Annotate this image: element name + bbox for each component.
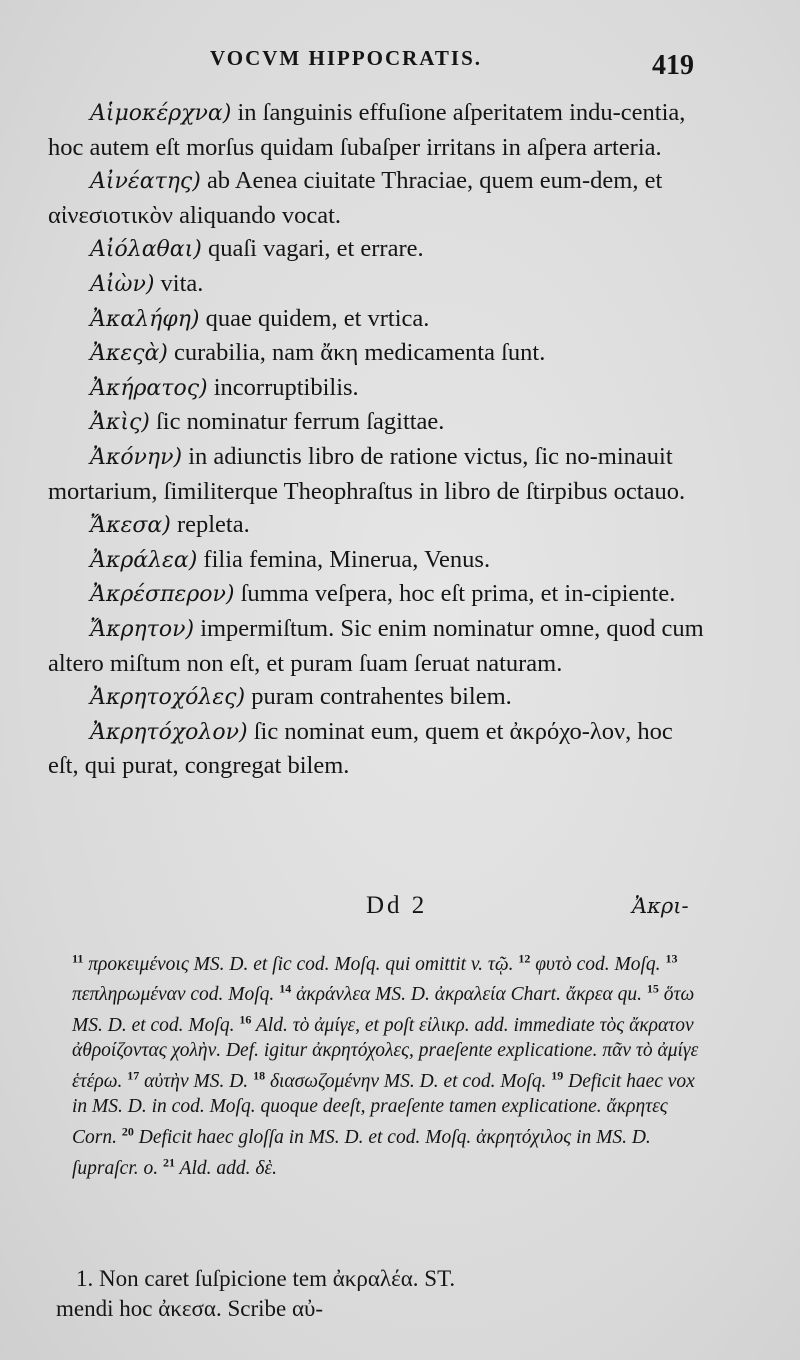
printer-signature: Dd 2 [366, 892, 428, 919]
glossary-entry [48, 371, 708, 406]
entry-lemma: Αἰὼν) [90, 271, 155, 297]
footnote [72, 1124, 651, 1180]
footnote-number: 17 [127, 1068, 140, 1083]
entry-lemma: Ἀκρητοχόλες) [90, 685, 246, 711]
footnote-number: 13 [665, 951, 678, 965]
glossary-body [48, 96, 708, 783]
entry-text: curabilia, nam ἄκη medicamenta ſunt. [167, 339, 546, 367]
footnote-text: ὅτω MS. D. et cod. Moſq. [72, 984, 695, 1037]
footnote-text: φυτὸ cod. Moſq. [535, 953, 661, 975]
glossary-entry [48, 96, 708, 164]
entry-text: ab Aenea ciuitate Thraciae, quem eum-dem, et αἰνεσιοτικὸν aliquando vocat. [48, 167, 663, 229]
glossary-entry [48, 336, 708, 371]
footnote-text: ἀκράνλεα MS. D. ἀκραλεία Chart. ἄκρεα qu. [296, 984, 642, 1006]
footnote-text: Ald. add. δὲ. [179, 1158, 277, 1180]
glossary-entry [48, 440, 708, 508]
glossary-entry [48, 267, 708, 302]
glossary-entry [48, 543, 708, 578]
footnotes [72, 946, 712, 1181]
glossary-entry [48, 508, 708, 543]
glossary-entry [48, 577, 708, 612]
entry-lemma: Ἀκαλήφη) [90, 306, 200, 332]
footnote-text: προκειμένοις MS. D. et ſic cod. Moſq. qui omittit v. τῷ. [88, 953, 514, 975]
footnote-number: 20 [121, 1124, 134, 1139]
footnote-number: 14 [279, 981, 292, 996]
footnote [279, 981, 642, 1006]
footnote [127, 1068, 249, 1093]
catchword: Ἀκρι- [632, 894, 689, 918]
footnote-number: 21 [163, 1155, 176, 1170]
entry-text: filia femina, Minerua, Venus. [197, 545, 491, 573]
entry-text: in adiunctis libro de ratione victus, ſic no-minauit mortarium, ſimiliterque Theophraſtus in libro de ſtirpibus octauo. [48, 442, 686, 505]
entry-lemma: Αἰνέατης) [90, 169, 201, 195]
entry-text: puram contrahentes bilem. [245, 683, 512, 711]
entry-lemma: Ἄκεσα) [90, 513, 171, 539]
entry-lemma: Ἀκεςὰ) [90, 341, 168, 367]
entry-lemma: Ἀκρητόχολον) [90, 719, 248, 745]
entry-text: impermiſtum. Sic enim nominatur omne, quod cum altero miſtum non eſt, et puram ſuam ſeruat naturam. [48, 614, 704, 677]
footnote [72, 951, 514, 975]
entry-text: quaſi vagari, et errare. [201, 235, 424, 263]
glossary-entry [48, 232, 708, 267]
page-number: 419 [652, 50, 694, 81]
footnote-text: διασωζομένην MS. D. et cod. Moſq. [269, 1071, 547, 1093]
entry-text: ſic nominat eum, quem et ἀκρόχο-λον, hoc eſt, qui purat, congregat bilem. [48, 717, 673, 780]
entry-lemma: Αἱμοκέρχνα) [90, 101, 232, 126]
footnote-text: Deficit haec vox in MS. D. in cod. Moſq. quoque deeſt, praeſente tamen explicatione. ἄκρητες Corn. [72, 1071, 695, 1149]
footnote [253, 1068, 547, 1093]
entry-text: incorruptibilis. [207, 373, 359, 401]
entry-text: in ſanguinis effuſione aſperitatem indu-centia, hoc autem eſt morſus quidam ſubaſper irritans in aſpera arteria. [48, 99, 686, 161]
entry-lemma: Ἄκρητον) [90, 616, 195, 642]
signature-line [0, 892, 800, 926]
bottom-note [56, 1264, 696, 1324]
entry-text: quae quidem, et vrtica. [199, 304, 430, 332]
entry-text: ſic nominatur ferrum ſagittae. [149, 408, 445, 436]
footnote [518, 951, 661, 975]
footnote-number: 16 [239, 1012, 252, 1027]
page-header [0, 36, 800, 86]
footnote [163, 1155, 277, 1180]
footnote-number: 15 [646, 981, 659, 996]
entry-lemma: Ἀκράλεα) [90, 547, 198, 573]
bottom-note-line: 1. Non caret ſuſpicione tem ἀκραλέα. ST. [76, 1266, 456, 1291]
entry-text: ſumma veſpera, hoc eſt prima, et in-cipiente. [234, 580, 676, 608]
glossary-entry [48, 680, 708, 715]
entry-lemma: Ἀκόνην) [90, 444, 183, 470]
footnote-text: αὐτὴν MS. D. [144, 1071, 249, 1093]
glossary-entry [48, 715, 708, 783]
bottom-note-line: mendi hoc ἀκεσα. Scribe αὐ- [56, 1296, 324, 1321]
glossary-entry [48, 164, 708, 232]
entry-lemma: Ἀκὶς) [90, 410, 150, 436]
entry-lemma: Αἰόλαθαι) [90, 237, 202, 263]
running-head: VOCVM HIPPOCRATIS. [210, 46, 483, 70]
footnote-text: Deficit haec gloſſa in MS. D. et cod. Moſq. ἀκρητόχιλος in MS. D. ſupraſcr. o. [72, 1127, 651, 1180]
footnote-number: 19 [551, 1068, 564, 1083]
footnote-text: πεπληρωμέναν cod. Moſq. [72, 984, 275, 1006]
entry-lemma: Ἀκήρατος) [90, 375, 208, 401]
entry-text: repleta. [170, 511, 250, 539]
entry-text: vita. [154, 269, 204, 297]
glossary-entry [48, 302, 708, 337]
glossary-entry [48, 612, 708, 680]
entry-lemma: Ἀκρέσπερον) [90, 582, 235, 608]
footnote-number: 11 [72, 951, 84, 965]
footnote-text: Ald. τὸ ἀμίγε, et poſt εἰλικρ. add. immediate τὸς ἄκρατον ἀθροίζοντας χολὴν. Def. igitur ἀκρητόχολες, praeſente explicatione. πᾶν τὸ ἀμίγε ἑτέρω. [72, 1015, 699, 1093]
footnote-number: 12 [518, 951, 531, 965]
footnote-number: 18 [253, 1068, 266, 1083]
glossary-entry [48, 405, 708, 440]
